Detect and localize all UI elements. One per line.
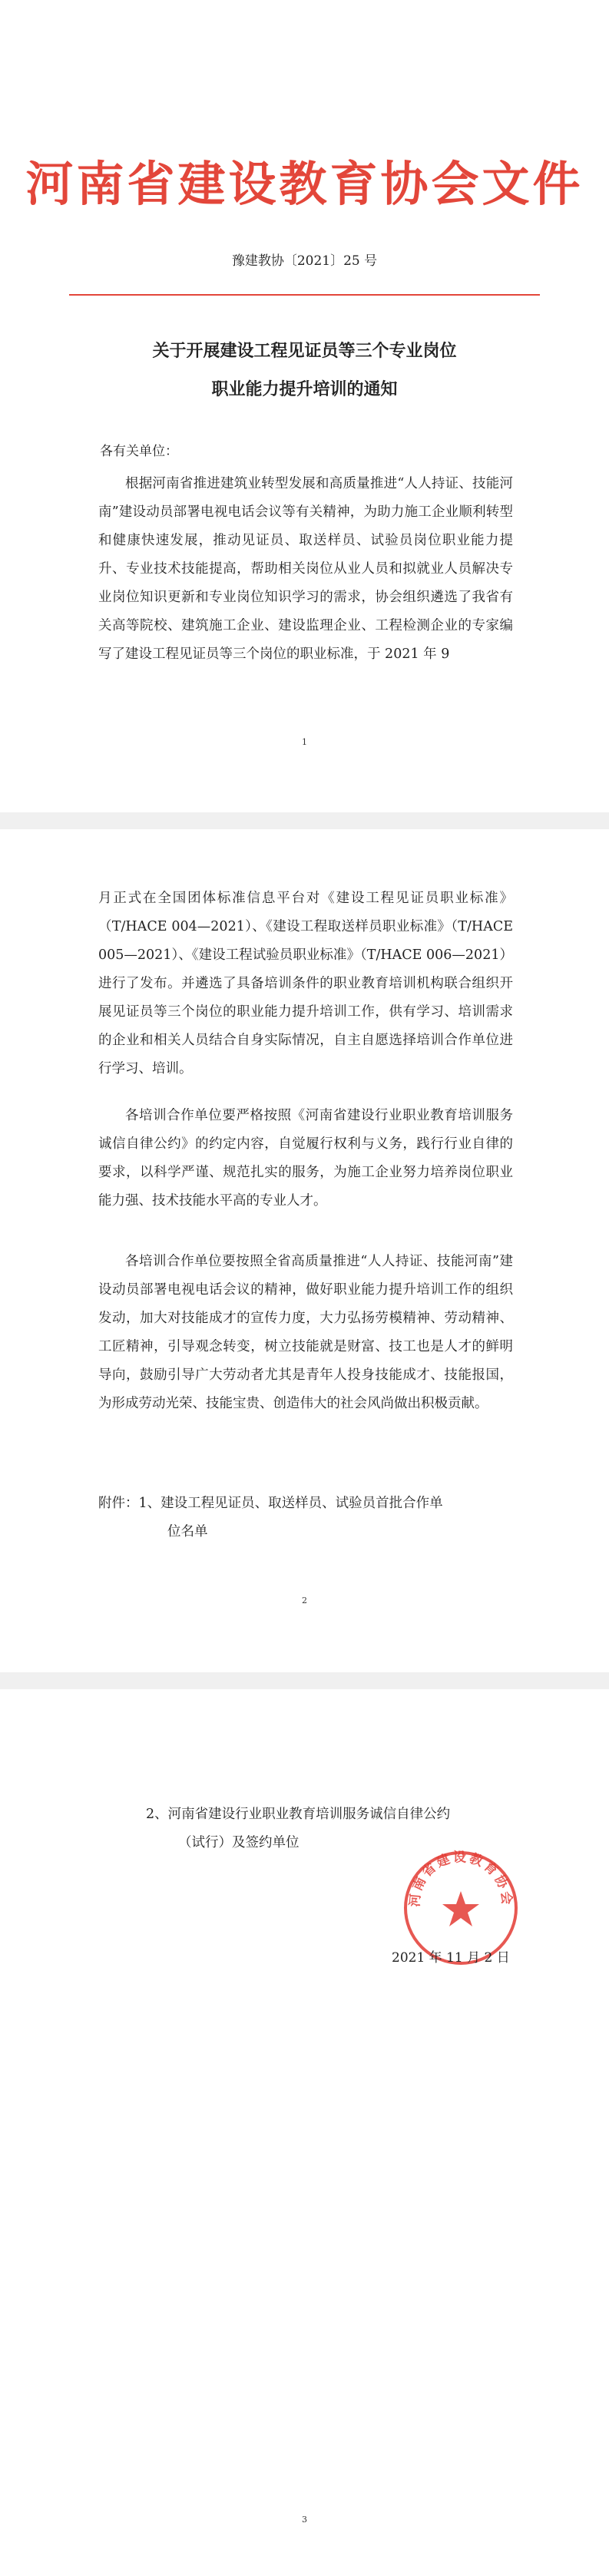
salutation: 各有关单位： (100, 444, 178, 459)
body-paragraph-1: 根据河南省推进建筑业转型发展和高质量推进“人人持证、技能河南”建设动员部署电视电话会议等有关精神，为助力施工企业顺利转型和健康快速发展，推动见证员、取送样员、试验员岗位职业能力提升、专业技术技能提高，帮助相关岗位从业人员和拟就业人员解决专业岗位知识更新和专业岗位知识学习的需求，协会组织遴选了我省有关高等院校、建筑施工企业、建设监理企业、工程检测企业的专家编写了建设工程见证员等三个岗位的职业标准，于 2021 年 9 (98, 476, 513, 662)
document-header-title: 河南省建设教育协会文件 (25, 156, 584, 212)
page-number-3: 3 (302, 2515, 307, 2525)
attachment-item-1-line-2: 位名单 (167, 1524, 208, 1539)
body-paragraph-3: 各培训合作单位要按照全省高质量推进“人人持证、技能河南”建设动员部署电视电话会议的精神，做好职业能力提升培训工作的组织发动，加大对技能成才的宣传力度，大力弘扬劳模精神、劳动精神、工匠精神，引导观念转变，树立技能就是财富、技工也是人才的鲜明导向，鼓励引导广大劳动者尤其是青年人投身技能成才、技能报国，为形成劳动光荣、技能宝贵、创造伟大的社会风尚做出积极贡献。 (98, 1254, 513, 1411)
page-number-2: 2 (302, 1596, 307, 1605)
attachment-item-2-line-1: 2、河南省建设行业职业教育培训服务诚信自律公约 (146, 1807, 451, 1822)
document-page-1 (0, 0, 609, 812)
attachment-item-1 (98, 1490, 513, 1518)
page-number-1: 1 (302, 737, 307, 747)
attachment-item-1-line-1: 1、建设工程见证员、取送样员、试验员首批合作单 (138, 1496, 443, 1511)
seal-text: 河南省建设教育协会 (407, 1850, 515, 1908)
header-red-rule (69, 294, 540, 296)
body-paragraph-2: 各培训合作单位要严格按照《河南省建设行业职业教育培训服务诚信自律公约》的约定内容，自觉履行权利与义务，践行行业自律的要求，以科学严谨、规范扎实的服务，为施工企业努力培养岗位职业能力强、技术技能水平高的专业人才。 (98, 1108, 513, 1209)
attachment-label: 附件： (98, 1496, 139, 1511)
notice-title-line-1: 关于开展建设工程见证员等三个专业岗位 (152, 342, 457, 361)
issue-date: 2021 年 11 月 2 日 (392, 1950, 510, 1966)
document-number: 豫建教协〔2021〕25 号 (231, 253, 378, 269)
attachment-list (98, 1490, 513, 1546)
body-paragraph-1-continued: 月正式在全国团体标准信息平台对《建设工程见证员职业标准》（T/HACE 004—2021）、《建设工程取送样员职业标准》（T/HACE 005—2021）、《建设工程试验员职业标准》（T/HACE 006—2021）进行了发布。并遴选了具备培训条件的职业教育培训机构联合组织开展见证员等三个岗位的职业能力提升培训工作，供有学习、培训需求的企业和相关人员结合自身实际情况，自主自愿选择培训合作单位进行学习、培训。 (98, 891, 513, 1076)
notice-title-line-2: 职业能力提升培训的通知 (211, 380, 398, 399)
attachment-item-2-line-2: （试行）及签约单位 (178, 1835, 300, 1850)
